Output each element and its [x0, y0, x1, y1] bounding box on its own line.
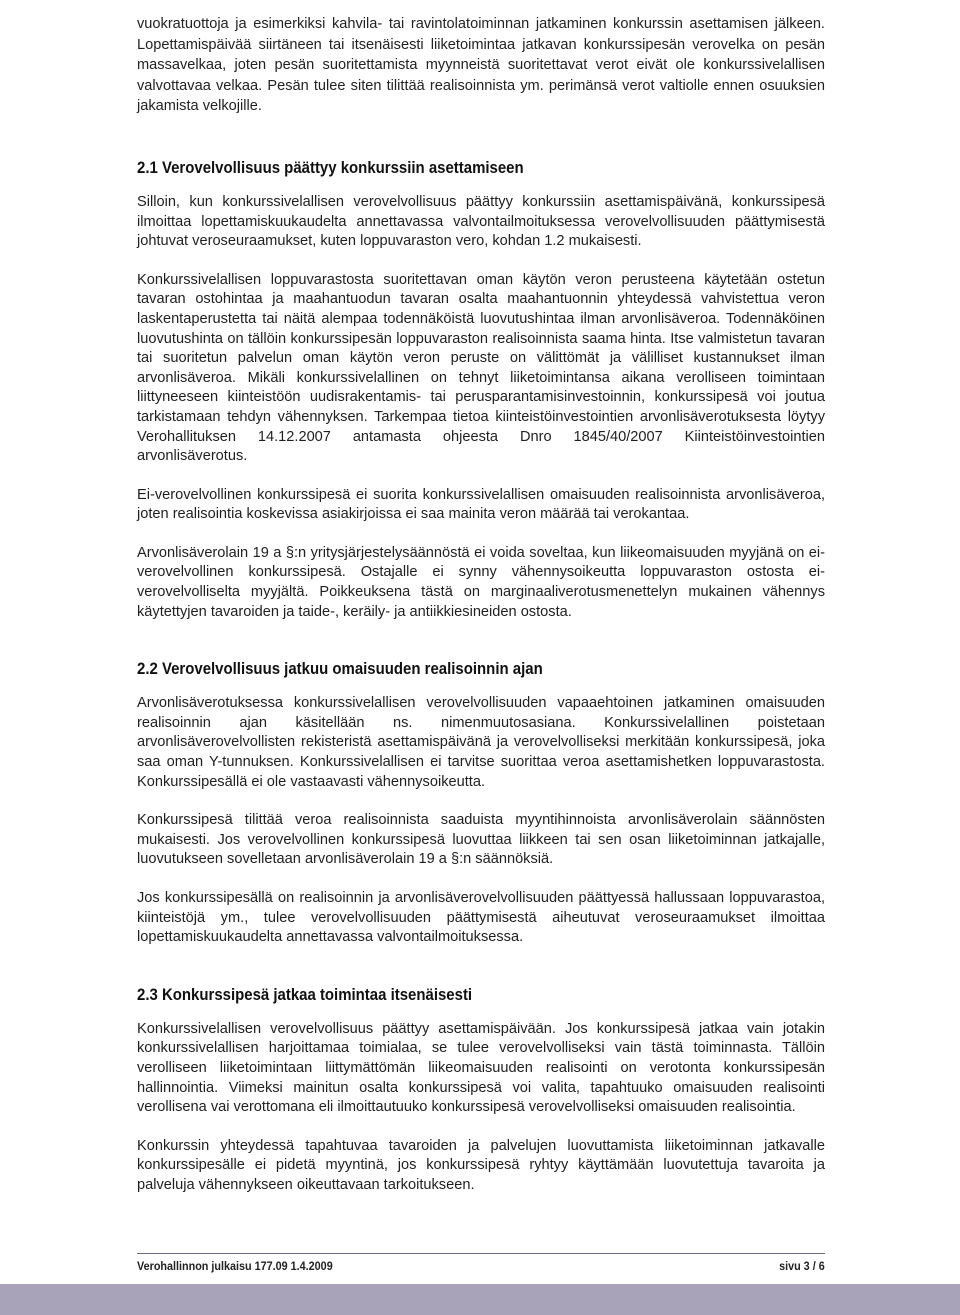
paragraph: Konkurssivelallisen verovelvollisuus päättyy asettamispäivään. Jos konkurssipesä jatkaa vain jotakin konkurssivelallisen harjoittamaa toimialaa, se tulee verovelvolliseksi vain tästä toiminnasta. Tällöin verolliseen liiketoimintaan liittymättömän liikeomaisuuden realisointi on verotonta konkurssipesän hallinnointia. Viimeksi mainitun osalta konkurssipesä voi valita, tapahtuuko omaisuuden realisointi verollisena vai verottomana eli ilmoittautuuko konkurssipesä verovelvolliseksi omaisuuden realisointia.	[137, 1020, 825, 1116]
paragraph: Arvonlisäverolain 19 a §:n yritysjärjestelysäännöstä ei voida soveltaa, kun liikeomaisuuden myyjänä on ei-verovelvollinen konkurssipesä. Ostajalle ei synny vähennysoikeutta loppuvaraston ostosta ei-verovelvolliselta myyjältä. Poikkeuksena tästä on marginaaliverotusmenettelyn mukainen vähennys käytettyjen tavaroiden ja taide-, keräily- ja antiikkiesineiden ostosta.	[137, 544, 825, 620]
paragraph: Silloin, kun konkurssivelallisen verovelvollisuus päättyy konkurssiin asettamispäivänä, konkurssipesä ilmoittaa lopettamiskuukaudelta annettavassa valvontailmoituksessa verovelvollisuuden päättymisestä johtuvat veroseuraamukset, kuten loppuvaraston vero, kohdan 1.2 mukaisesti.	[137, 193, 825, 250]
section-heading-2-2: 2.2 Verovelvollisuus jatkuu omaisuuden realisoinnin ajan	[137, 659, 543, 679]
footer-color-band	[0, 1284, 960, 1315]
footer-page-number: sivu 3 / 6	[779, 1259, 825, 1273]
paragraph: Konkurssivelallisen loppuvarastosta suoritettavan oman käytön veron perusteena käytetään ostetun tavaran ostohintaa ja maahantuodun tavaran osalta maahantuonnin yhteydessä vahvistettua veron laskentaperustetta tai näitä alempaa todennäköistä luovutushintaa ilman arvonlisäveroa. Todennäköinen luovutushinta on tällöin konkurssipesän loppuvaraston realisoinnista saama hinta. Itse valmistetun tavaran tai suoritetun palvelun oman käytön veron peruste on välittömät ja välilliset kustannukset ilman arvonlisäveroa. Mikäli konkurssivelallinen on tehnyt liiketoimintansa aikana verolliseen toimintaan liittyneeseen kiinteistöön uudisrakentamis- tai perusparantamisinvestoinnin, konkurssipesä voi joutua tarkistamaan tehdyn vähennyksen. Tarkempaa tietoa kiinteistöinvestointien arvonlisäverotuksesta löytyy Verohallituksen 14.12.2007 antamasta ohjeesta Dnro 1845/40/2007 Kiinteistöinvestointien arvonlisäverotus.	[137, 271, 825, 465]
footer-publication: Verohallinnon julkaisu 177.09 1.4.2009	[137, 1259, 333, 1273]
document-page	[137, 0, 825, 1196]
section-heading-2-3: 2.3 Konkurssipesä jatkaa toimintaa itsenäisesti	[137, 984, 473, 1004]
paragraph: Arvonlisäverotuksessa konkurssivelallisen verovelvollisuuden vapaaehtoinen jatkaminen omaisuuden realisoinnin ajan käsitellään ns. nimenmuutosasiana. Konkurssivelallinen poistetaan arvonlisäverovelvollisten rekisteristä asettamispäivänä ja verovelvolliseksi merkitään konkurssipesä, joka saa oman Y-tunnuksen. Konkurssivelallisen ei tarvitse suorittaa veroa asettamishetken loppuvarastosta. Konkurssipesällä ei ole vastaavasti vähennysoikeutta.	[137, 695, 825, 790]
paragraph: Konkurssipesä tilittää veroa realisoinnista saaduista myyntihinnoista arvonlisäverolain säännösten mukaisesti. Jos verovelvollinen konkurssipesä luovuttaa liikkeen tai sen osan liiketoiminnan jatkajalle, luovutukseen sovelletaan arvonlisäverolain 19 a §:n säännöksiä.	[137, 812, 825, 868]
paragraph: Ei-verovelvollinen konkurssipesä ei suorita konkurssivelallisen omaisuuden realisoinnista arvonlisäveroa, joten realisointia koskevissa asiakirjoissa ei saa mainita veron määrää tai verokantaa.	[137, 486, 825, 523]
paragraph: Konkurssin yhteydessä tapahtuvaa tavaroiden ja palvelujen luovuttamista liiketoiminnan jatkavalle konkurssipesälle ei pidetä myyntinä, jos konkurssipesä ryhtyy käyttämään luovutettuja tavaroita ja palveluja vähennykseen oikeuttavaan tarkoitukseen.	[137, 1137, 825, 1193]
section-heading-2-1: 2.1 Verovelvollisuus päättyy konkurssiin asettamiseen	[137, 157, 524, 177]
intro-paragraph: vuokratuottoja ja esimerkiksi kahvila- tai ravintolatoiminnan jatkaminen konkurssin asettamisen jälkeen. Lopettamispäivää siirtäneen tai itsenäisesti liiketoimintaa jatkavan konkurssipesän verovelka on pesän massavelkaa, joten pesän suoritettamista myynneistä suoritettavat verot eivät ole konkurssivelallisen valvottavaa velkaa. Pesän tulee siten tilittää realisoinnista ym. perimänsä verot valtiolle ennen osuuksien jakamista velkojille.	[137, 16, 825, 115]
footer-divider	[137, 1253, 825, 1254]
paragraph: Jos konkurssipesällä on realisoinnin ja arvonlisäverovelvollisuuden päättyessä hallussaan loppuvarastoa, kiinteistöjä ym., tulee verovelvollisuuden päättymisestä aiheutuvat veroseuraamukset ilmoittaa lopettamiskuukaudelta annettavassa valvontailmoituksessa.	[137, 890, 825, 946]
